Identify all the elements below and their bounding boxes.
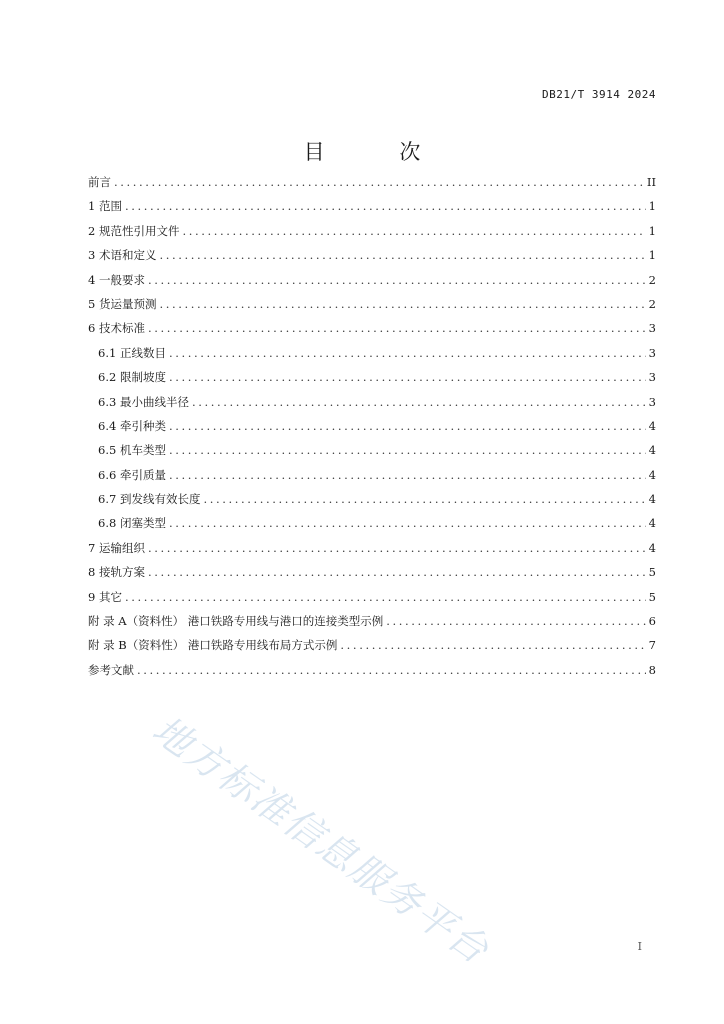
toc-leader-dots	[159, 248, 645, 262]
toc-entry-page: 4	[648, 540, 656, 555]
toc-entry[interactable]	[88, 613, 656, 637]
toc-entry-label: 9 其它	[88, 589, 122, 604]
toc-entry[interactable]	[88, 637, 656, 661]
toc-entry-label: 2 规范性引用文件	[88, 223, 180, 238]
toc-leader-dots	[169, 419, 646, 433]
toc-entry-page: 4	[648, 443, 656, 458]
toc-entry-page: 2	[648, 272, 656, 287]
toc-entry[interactable]	[88, 296, 656, 320]
toc-leader-dots	[159, 297, 645, 311]
toc-leader-dots	[192, 395, 646, 409]
toc-entry-page: 2	[648, 296, 656, 311]
toc-entry-page: 1	[648, 223, 656, 238]
toc-entry-page: II	[646, 175, 656, 189]
toc-entry-page: 5	[648, 565, 656, 580]
toc-entry-page: 3	[648, 370, 656, 385]
toc-entry-page: 8	[648, 662, 656, 677]
toc-leader-dots	[137, 663, 646, 677]
toc-entry-label: 7 运输组织	[88, 540, 145, 555]
toc-leader-dots	[169, 370, 646, 384]
toc-entry-label: 6.4 牵引种类	[98, 418, 166, 433]
toc-entry-page: 6	[648, 614, 656, 629]
toc-entry-label: 5 货运量预测	[88, 296, 157, 311]
watermark: 地方标准信息服务平台	[144, 707, 498, 973]
toc-entry[interactable]	[88, 491, 656, 515]
page-number: I	[637, 940, 642, 953]
toc-entry[interactable]	[88, 564, 656, 588]
toc-entry[interactable]	[88, 247, 656, 271]
toc-entry[interactable]	[88, 272, 656, 296]
toc-entry[interactable]	[88, 662, 656, 686]
toc-leader-dots	[148, 321, 646, 335]
toc-leader-dots	[386, 614, 645, 628]
toc-entry[interactable]	[88, 198, 656, 222]
toc-entry-page: 3	[648, 321, 656, 336]
toc-entry-label: 6 技术标准	[88, 321, 145, 336]
toc-leader-dots	[203, 492, 645, 506]
toc-leader-dots	[148, 565, 646, 579]
toc-entry[interactable]	[88, 174, 656, 198]
toc-leader-dots	[340, 638, 645, 652]
toc-entry-label: 4 一般要求	[88, 272, 145, 287]
toc-leader-dots	[148, 273, 646, 287]
toc-leader-dots	[169, 468, 646, 482]
toc-entry-page: 3	[648, 345, 656, 360]
toc-entry-label: 附 录 B（资料性） 港口铁路专用线布局方式示例	[88, 638, 338, 653]
toc-entry[interactable]	[88, 369, 656, 393]
toc-entry[interactable]	[88, 320, 656, 344]
toc-entry[interactable]	[88, 223, 656, 247]
toc-entry-page: 5	[648, 589, 656, 604]
toc-entry-label: 3 术语和定义	[88, 248, 157, 263]
toc-entry[interactable]	[88, 515, 656, 539]
toc-entry-page: 1	[648, 199, 656, 214]
toc-title: 目 次	[303, 140, 455, 164]
toc-leader-dots	[169, 346, 646, 360]
toc-entry-label: 6.6 牵引质量	[98, 467, 166, 482]
toc-entry-page: 4	[648, 492, 656, 507]
toc-entry-label: 1 范围	[88, 199, 122, 214]
toc-entry[interactable]	[88, 394, 656, 418]
toc-entry-page: 4	[648, 467, 656, 482]
toc-entry[interactable]	[88, 589, 656, 613]
document-code: DB21/T 3914 2024	[542, 88, 656, 101]
toc-entry[interactable]	[88, 345, 656, 369]
toc-entry-label: 6.7 到发线有效长度	[98, 492, 201, 507]
toc-leader-dots	[148, 541, 646, 555]
toc-entry-page: 4	[648, 516, 656, 531]
toc-entry-label: 附 录 A（资料性） 港口铁路专用线与港口的连接类型示例	[88, 614, 384, 629]
toc-leader-dots	[114, 175, 644, 189]
toc-entry[interactable]	[88, 442, 656, 466]
toc-entry[interactable]	[88, 418, 656, 442]
toc-entry-page: 4	[648, 418, 656, 433]
toc-entry-label: 6.8 闭塞类型	[98, 516, 166, 531]
toc-entry[interactable]	[88, 467, 656, 491]
toc-entry[interactable]	[88, 540, 656, 564]
toc-entry-label: 6.1 正线数目	[98, 345, 166, 360]
toc-entry-page: 3	[648, 394, 656, 409]
toc-leader-dots	[125, 199, 646, 213]
toc-entry-label: 前言	[88, 175, 111, 189]
toc-entry-page: 7	[648, 638, 656, 653]
toc-leader-dots	[169, 516, 646, 530]
toc-entry-label: 8 接轨方案	[88, 565, 145, 580]
toc-leader-dots	[125, 590, 646, 604]
toc-entry-label: 6.3 最小曲线半径	[98, 394, 189, 409]
toc-entry-label: 6.5 机车类型	[98, 443, 166, 458]
toc-entry-label: 参考文献	[88, 662, 134, 677]
toc-entry-label: 6.2 限制坡度	[98, 370, 166, 385]
toc-entry-page: 1	[648, 248, 656, 263]
toc-leader-dots	[169, 443, 646, 457]
toc-leader-dots	[182, 224, 645, 238]
table-of-contents	[88, 174, 656, 686]
